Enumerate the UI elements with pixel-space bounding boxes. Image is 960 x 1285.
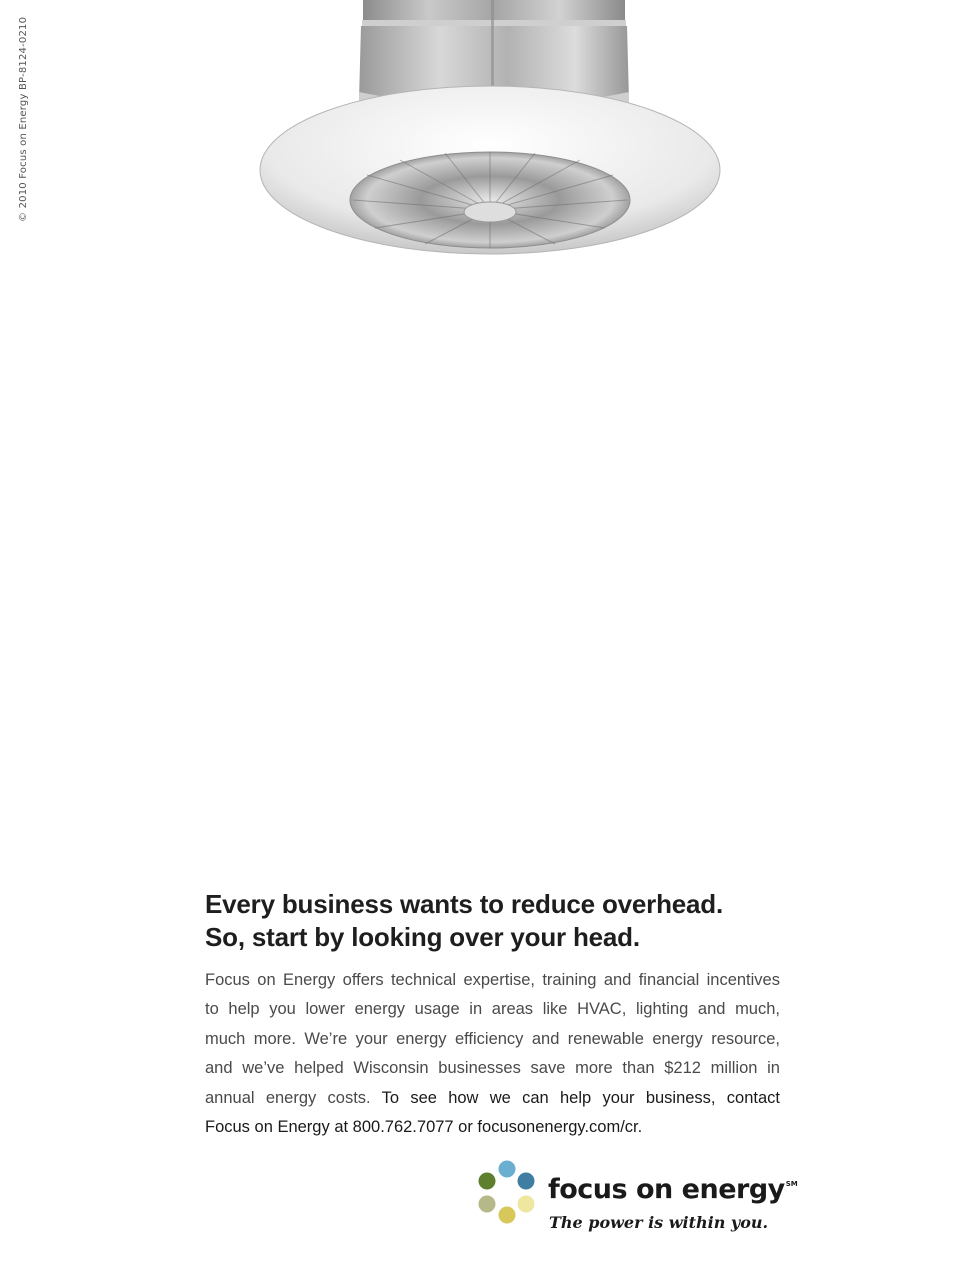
body-line: to help you lower energy usage in areas like HVAC, lighting and much, xyxy=(205,1000,780,1019)
logo-dot xyxy=(518,1196,535,1213)
logo-dot xyxy=(479,1173,496,1190)
call-to-action: To see how we can help your business, contact xyxy=(381,1088,780,1107)
body-line: Focus on Energy offers technical expertise, training and financial incentives xyxy=(205,971,780,989)
headline xyxy=(205,888,805,954)
copyright-notice: © 2010 Focus on Energy BP-8124-0210 xyxy=(18,16,29,222)
body-line: much more. We’re your energy efficiency and renewable energy resource, xyxy=(205,1029,780,1048)
body-line xyxy=(205,1084,780,1113)
headline-line-2: So, start by looking over your head. xyxy=(205,922,640,952)
service-mark: SM xyxy=(785,1180,798,1188)
body-copy xyxy=(205,966,780,1142)
contact-line: Focus on Energy at 800.762.7077 or focusonenergy.com/cr. xyxy=(205,1118,643,1137)
ceiling-diffuser-photo xyxy=(255,0,725,260)
logo-dot xyxy=(518,1173,535,1190)
logo-tagline: The power is within you. xyxy=(549,1213,769,1232)
headline-line-1: Every business wants to reduce overhead. xyxy=(205,889,723,919)
logo-wordmark xyxy=(548,1174,798,1205)
logo-wordmark-text: focus on energy xyxy=(548,1174,785,1205)
body-line-part: annual energy costs. xyxy=(205,1088,371,1107)
logo-dot xyxy=(499,1161,516,1178)
logo-dot xyxy=(479,1196,496,1213)
focus-on-energy-logo xyxy=(474,1158,798,1248)
logo-dots-icon xyxy=(474,1158,544,1228)
logo-dot xyxy=(499,1207,516,1224)
body-line: and we’ve helped Wisconsin businesses save more than $212 million in xyxy=(205,1059,780,1078)
